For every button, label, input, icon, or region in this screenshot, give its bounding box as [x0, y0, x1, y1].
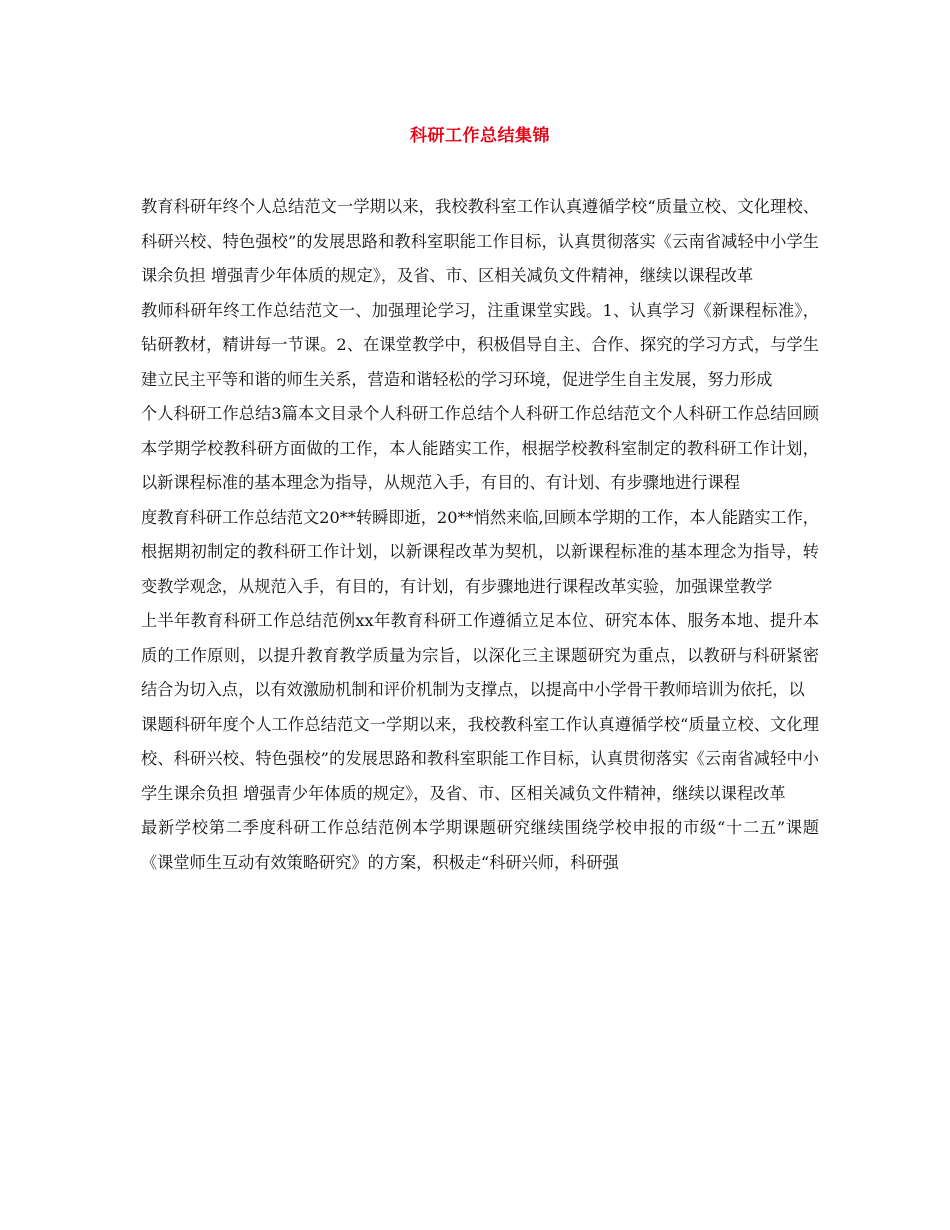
paragraph: 最新学校第二季度科研工作总结范例本学期课题研究继续围绕学校申报的市级“十二五”课题《课堂师生互动有效策略研究》的方案，积极走“科研兴师，科研强 — [141, 818, 819, 872]
document-title: 科研工作总结集锦 — [410, 126, 550, 146]
paragraph: 个人科研工作总结3篇本文目录个人科研工作总结个人科研工作总结范文个人科研工作总结回顾本学期学校教科研方面做的工作，本人能踏实工作，根据学校教科室制定的教科研工作计划，以新课程标准的基本理念为指导，从规范入手，有目的、有计划、有步骤地进行课程 — [141, 404, 819, 492]
paragraph: 上半年教育科研工作总结范例xx年教育科研工作遵循立足本位、研究本体、服务本地、提升本质的工作原则，以提升教育教学质量为宗旨，以深化三主课题研究为重点，以教研与科研紧密结合为切入点，以有效激励机制和评价机制为支撑点，以提高中小学骨干教师培训为依托，以 — [141, 611, 819, 699]
paragraph: 课题科研年度个人工作总结范文一学期以来，我校教科室工作认真遵循学校“质量立校、文化理校、科研兴校、特色强校”的发展思路和教科室职能工作目标，认真贯彻落实《云南省减轻中小学生课余负担 增强青少年体质的规定》，及省、市、区相关减负文件精神，继续以课程改革 — [141, 714, 819, 803]
paragraph: 教育科研年终个人总结范文一学期以来，我校教科室工作认真遵循学校“质量立校、文化理校、科研兴校、特色强校”的发展思路和教科室职能工作目标，认真贯彻落实《云南省减轻中小学生课余负担 增强青少年体质的规定》，及省、市、区相关减负文件精神，继续以课程改革 — [141, 197, 819, 285]
document-body — [141, 190, 819, 880]
paragraph: 度教育科研工作总结范文20**转瞬即逝，20**悄然来临,回顾本学期的工作，本人能踏实工作，根据期初制定的教科研工作计划，以新课程改革为契机，以新课程标准的基本理念为指导，转变教学观念，从规范入手，有目的，有计划，有步骤地进行课程改革实验，加强课堂教学 — [141, 507, 819, 596]
paragraph: 教师科研年终工作总结范文一、加强理论学习，注重课堂实践。1、认真学习《新课程标准》，钻研教材，精讲每一节课。2、在课堂教学中，积极倡导自主、合作、探究的学习方式，与学生建立民主平等和谐的师生关系，营造和谐轻松的学习环境，促进学生自主发展，努力形成 — [141, 300, 819, 389]
